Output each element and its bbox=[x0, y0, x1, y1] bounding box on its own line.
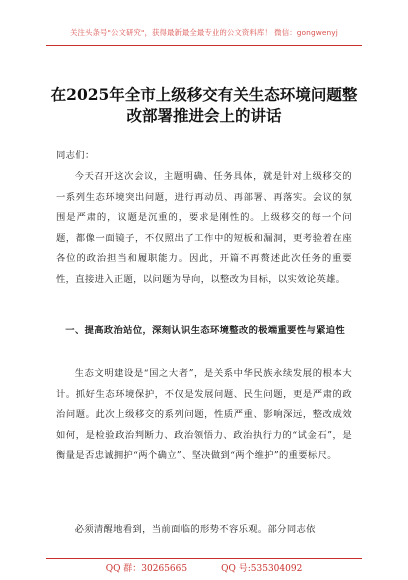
section-heading-1: 一、提高政治站位，深刻认识生态环境整改的极端重要性与紧迫性 bbox=[65, 325, 346, 336]
salutation: 同志们： bbox=[56, 150, 95, 161]
footer-divider bbox=[46, 558, 362, 559]
document-title: 在2025年全市上级移交有关生态环境问题整改部署推进会上的讲话 bbox=[50, 85, 358, 125]
footer-qq-group: QQ 群：30265665 bbox=[105, 564, 188, 574]
footer bbox=[0, 561, 408, 574]
paragraph-continued: 必须清醒地看到，当前面临的形势不容乐观。部分同志依 bbox=[74, 524, 316, 535]
header-divider bbox=[46, 45, 362, 46]
paragraph-opening: 今天召开这次会议，主题明确、任务具体，就是针对上级移交的一系列生态环境突出问题，进行再动员、再部署、再落实。会议的氛围是严肃的，议题是沉重的，要求是刚性的。上级移交的每一个问题，都像一面镜子，不仅照出了工作中的短板和漏洞，更考验着在座各位的政治担当和履职能力。因此，开篇不再赘述此次任务的重要性，直接进入正题，以问题为导向，以整改为目标，以实效论英雄。 bbox=[56, 171, 352, 285]
header-banner: 关注头条号"公文研究"，获得最新最全最专业的公文资料库！ 微信：gongwenyj bbox=[70, 28, 338, 37]
footer-qq-number: QQ 号:535304092 bbox=[221, 564, 303, 574]
paragraph-section-1: 生态文明建设是“国之大者”，是关系中华民族永续发展的根本大计。抓好生态环境保护，不仅是发展问题、民生问题，更是严肃的政治问题。此次上级移交的系列问题，性质严重、影响深远，整改成效如何，是检验政治判断力、政治领悟力、政治执行力的“试金石”，是衡量是否忠诚拥护“两个确立”、坚决做到“两个维护”的重要标尺。 bbox=[56, 368, 352, 462]
